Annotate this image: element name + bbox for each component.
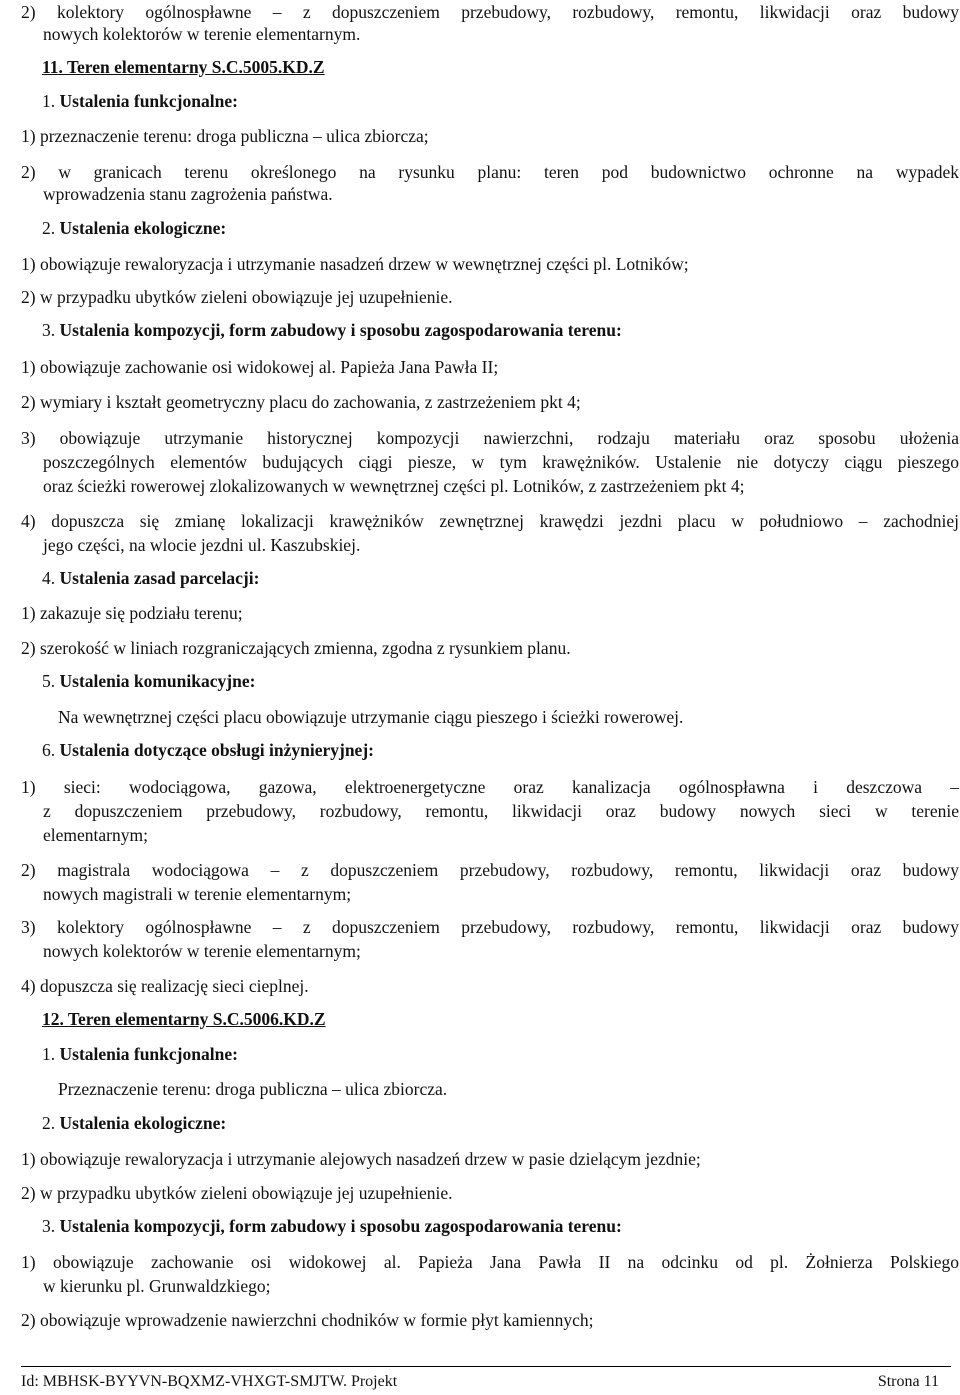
heading-number: 3. xyxy=(42,1216,56,1236)
heading-number: 2. xyxy=(42,1113,56,1133)
list-item: 2) w przypadku ubytków zieleni obowiązuje jej uzupełnienie. xyxy=(21,287,453,307)
section-heading: 11. Teren elementarny S.C.5005.KD.Z xyxy=(42,57,325,77)
list-item-continued: z dopuszczeniem przebudowy, rozbudowy, remontu, likwidacji oraz budowy nowych sieci w terenie xyxy=(43,801,959,821)
heading-number: 5. xyxy=(42,671,56,691)
subsection-heading xyxy=(42,568,259,589)
heading-text: Ustalenia ekologiczne: xyxy=(59,1113,227,1133)
paragraph: Przeznaczenie terenu: droga publiczna – ulica zbiorcza. xyxy=(58,1079,448,1099)
subsection-heading xyxy=(42,1044,238,1065)
list-item: 1) zakazuje się podziału terenu; xyxy=(21,603,243,623)
page-number: Strona 11 xyxy=(877,1373,939,1390)
paragraph: Na wewnętrznej części placu obowiązuje utrzymanie ciągu pieszego i ścieżki rowerowej. xyxy=(58,707,684,727)
list-item: 2) obowiązuje wprowadzenie nawierzchni chodników w formie płyt kamiennych; xyxy=(21,1310,594,1330)
list-item: 4) dopuszcza się realizację sieci cieplnej. xyxy=(21,976,309,996)
subsection-heading xyxy=(42,740,374,761)
subsection-heading xyxy=(42,1216,622,1237)
subsection-heading xyxy=(42,91,238,112)
list-item: 1) obowiązuje zachowanie osi widokowej al. Papieża Jana Pawła II na odcinku od pl. Żołnierza Polskiego xyxy=(21,1252,959,1272)
heading-text: Ustalenia funkcjonalne: xyxy=(59,91,238,111)
heading-number: 6. xyxy=(42,740,56,760)
subsection-heading xyxy=(42,320,622,341)
document-id: Id: MBHSK-BYYVN-BQXMZ-VHXGT-SMJTW. Projekt xyxy=(21,1373,398,1390)
heading-text: Ustalenia komunikacyjne: xyxy=(59,671,256,691)
list-item: 2) szerokość w liniach rozgraniczających zmienna, zgodna z rysunkiem planu. xyxy=(21,638,571,658)
list-item: 2) magistrala wodociągowa – z dopuszczeniem przebudowy, rozbudowy, remontu, likwidacji oraz budowy xyxy=(21,860,959,880)
heading-number: 4. xyxy=(42,568,56,588)
section-heading: 12. Teren elementarny S.C.5006.KD.Z xyxy=(42,1009,326,1029)
list-item-continued: oraz ścieżki rowerowej zlokalizowanych w wewnętrznej części pl. Lotników, z zastrzeżeniem pkt 4; xyxy=(43,476,745,496)
heading-number: 1. xyxy=(42,1044,56,1064)
subsection-heading xyxy=(42,671,255,692)
list-item-continued: jego części, na wlocie jezdni ul. Kaszubskiej. xyxy=(43,535,361,555)
list-item-continued: poszczególnych elementów budujących ciągi piesze, w tym krawężników. Ustalenie nie dotyczy ciągu pieszego xyxy=(43,452,959,472)
list-item-continued: wprowadzenia stanu zagrożenia państwa. xyxy=(43,184,333,204)
heading-text: Ustalenia kompozycji, form zabudowy i sposobu zagospodarowania terenu: xyxy=(59,320,622,340)
heading-text: Ustalenia funkcjonalne: xyxy=(59,1044,238,1064)
list-item: 3) obowiązuje utrzymanie historycznej kompozycji nawierzchni, rodzaju materiału oraz sposobu ułożenia xyxy=(21,428,959,448)
list-item: 2) wymiary i kształt geometryczny placu do zachowania, z zastrzeżeniem pkt 4; xyxy=(21,392,581,412)
heading-text: Ustalenia zasad parcelacji: xyxy=(59,568,260,588)
heading-number: 3. xyxy=(42,320,56,340)
paragraph-line: 2) kolektory ogólnospławne – z dopuszczeniem przebudowy, rozbudowy, remontu, likwidacji oraz budowy xyxy=(21,2,959,22)
heading-text: Ustalenia kompozycji, form zabudowy i sposobu zagospodarowania terenu: xyxy=(59,1216,622,1236)
heading-text: Ustalenia ekologiczne: xyxy=(59,218,227,238)
list-item-continued: nowych kolektorów w terenie elementarnym; xyxy=(43,941,361,961)
list-item: 4) dopuszcza się zmianę lokalizacji krawężników zewnętrznej krawędzi jezdni placu w południowo – zachodniej xyxy=(21,511,959,531)
paragraph-line: nowych kolektorów w terenie elementarnym. xyxy=(43,24,361,44)
subsection-heading xyxy=(42,1113,226,1134)
footer-divider xyxy=(21,1366,951,1367)
list-item: 1) przeznaczenie terenu: droga publiczna – ulica zbiorcza; xyxy=(21,126,429,146)
list-item: 3) kolektory ogólnospławne – z dopuszczeniem przebudowy, rozbudowy, remontu, likwidacji oraz budowy xyxy=(21,917,959,937)
list-item: 2) w granicach terenu określonego na rysunku planu: teren pod budownictwo ochronne na wypadek xyxy=(21,162,959,182)
list-item: 1) obowiązuje rewaloryzacja i utrzymanie alejowych nasadzeń drzew w pasie dzielącym jezdnie; xyxy=(21,1149,701,1169)
list-item: 1) obowiązuje zachowanie osi widokowej al. Papieża Jana Pawła II; xyxy=(21,357,499,377)
list-item: 1) obowiązuje rewaloryzacja i utrzymanie nasadzeń drzew w wewnętrznej części pl. Lotników; xyxy=(21,254,689,274)
list-item: 2) w przypadku ubytków zieleni obowiązuje jej uzupełnienie. xyxy=(21,1183,453,1203)
list-item: 1) sieci: wodociągowa, gazowa, elektroenergetyczne oraz kanalizacja ogólnospławna i deszczowa – xyxy=(21,777,959,797)
heading-number: 2. xyxy=(42,218,56,238)
list-item-continued: nowych magistrali w terenie elementarnym; xyxy=(43,884,352,904)
heading-text: Ustalenia dotyczące obsługi inżynieryjnej: xyxy=(59,740,374,760)
heading-number: 1. xyxy=(42,91,56,111)
list-item-continued: elementarnym; xyxy=(43,825,148,845)
subsection-heading xyxy=(42,218,226,239)
list-item-continued: w kierunku pl. Grunwaldzkiego; xyxy=(43,1276,271,1296)
